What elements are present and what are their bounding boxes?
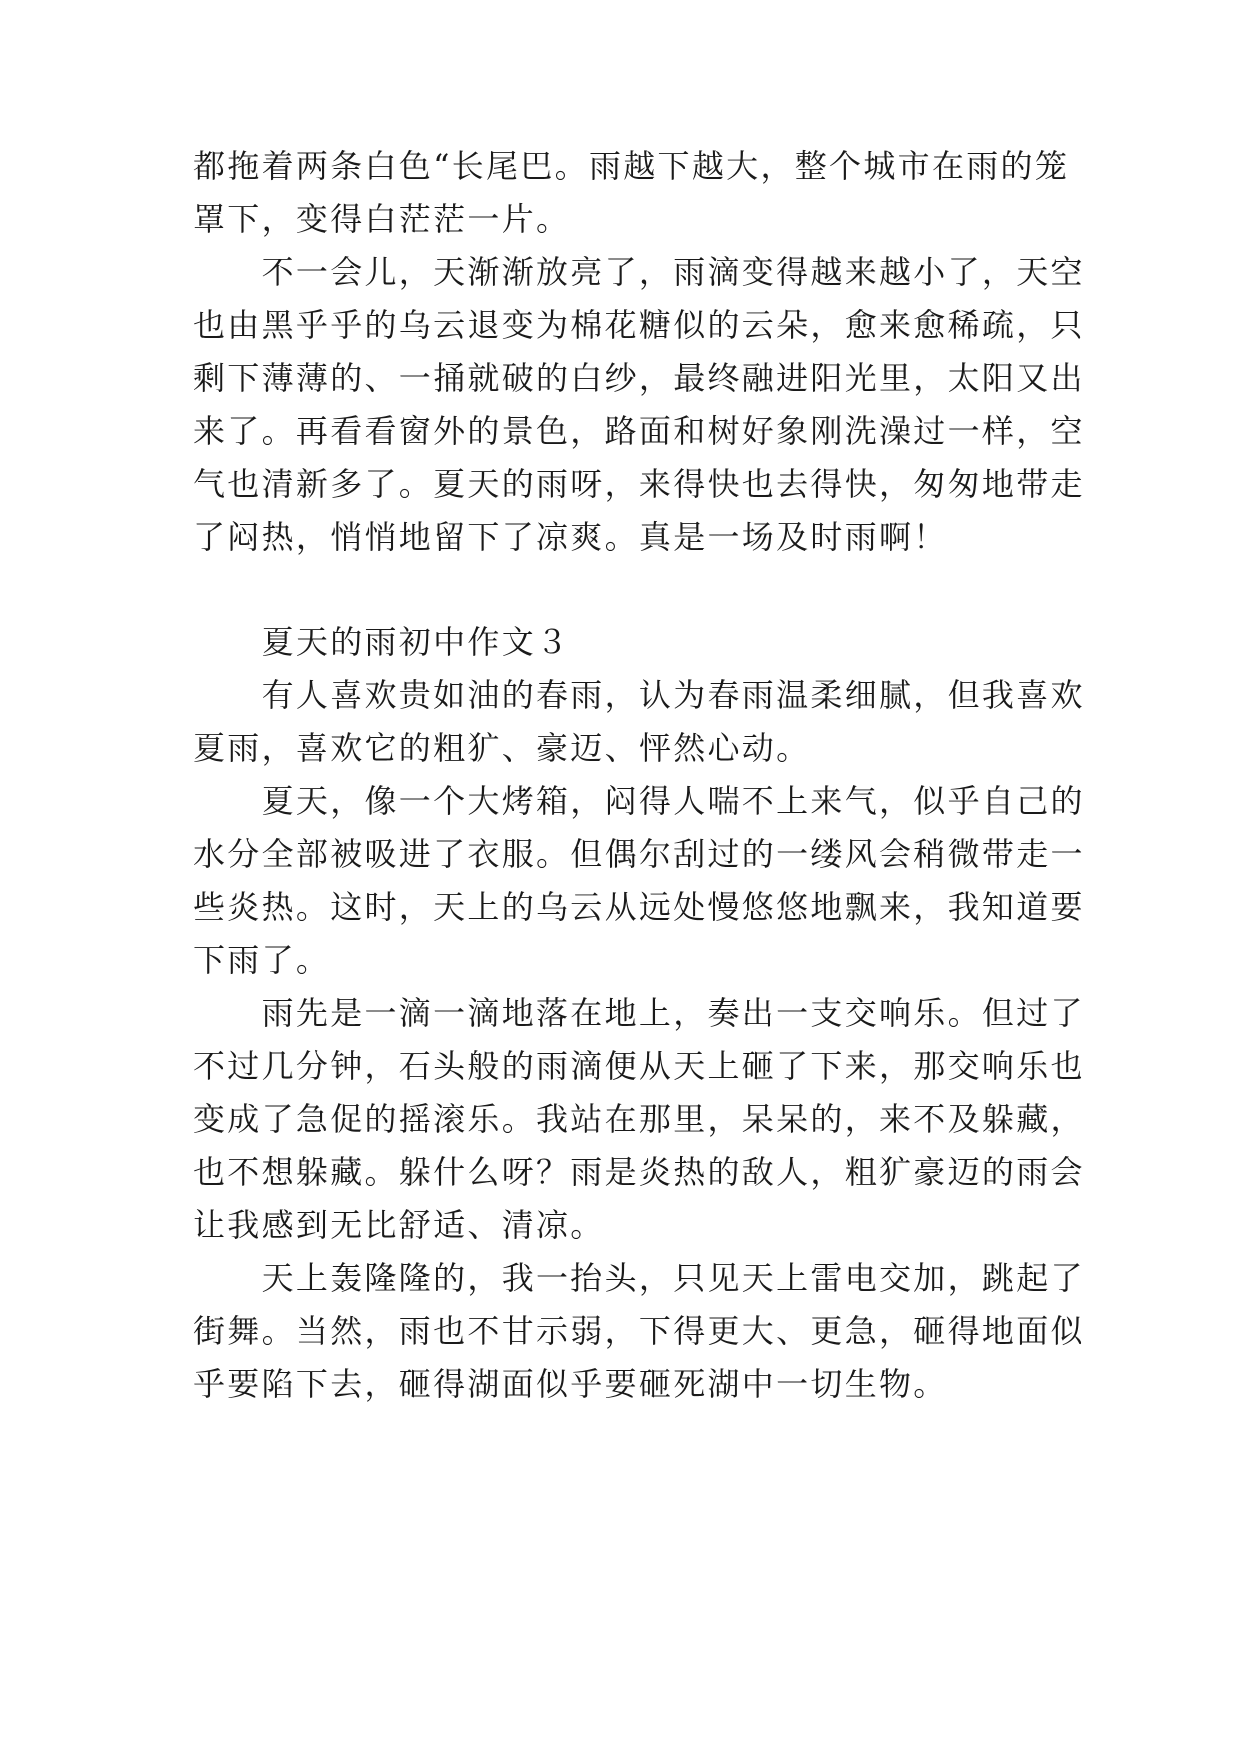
text-line: 些炎热。这时，天上的乌云从远处慢悠悠地飘来，我知道要 [193, 888, 1085, 926]
text-line: 夏天，像一个大烤箱，闷得人喘不上来气，似乎自己的 [193, 782, 1085, 820]
text-line: 了闷热，悄悄地留下了凉爽。真是一场及时雨啊！ [193, 518, 948, 556]
text-line: 气也清新多了。夏天的雨呀，来得快也去得快，匆匆地带走 [193, 465, 1085, 503]
text-line: 不一会儿，天渐渐放亮了，雨滴变得越来越小了，天空 [193, 253, 1085, 291]
text-line: 也由黑乎乎的乌云退变为棉花糖似的云朵，愈来愈稀疏，只 [193, 306, 1085, 344]
section-title: 夏天的雨初中作文３ [193, 623, 571, 661]
text-line: 有人喜欢贵如油的春雨，认为春雨温柔细腻，但我喜欢 [193, 676, 1085, 714]
text-line: 水分全部被吸进了衣服。但偶尔刮过的一缕风会稍微带走一 [193, 835, 1085, 873]
text-line: 也不想躲藏。躲什么呀？雨是炎热的敌人，粗犷豪迈的雨会 [193, 1153, 1085, 1191]
text-line: 剩下薄薄的、一捅就破的白纱，最终融进阳光里，太阳又出 [193, 359, 1085, 397]
text-line: 街舞。当然，雨也不甘示弱，下得更大、更急，砸得地面似 [193, 1312, 1085, 1350]
text-line: 罩下，变得白茫茫一片。 [193, 200, 571, 238]
text-line: 变成了急促的摇滚乐。我站在那里，呆呆的，来不及躲藏， [193, 1100, 1085, 1138]
text-line: 下雨了。 [193, 941, 331, 979]
text-line: 来了。再看看窗外的景色，路面和树好象刚洗澡过一样，空 [193, 412, 1085, 450]
text-line: 夏雨，喜欢它的粗犷、豪迈、怦然心动。 [193, 729, 811, 767]
text-line: 不过几分钟，石头般的雨滴便从天上砸了下来，那交响乐也 [193, 1047, 1085, 1085]
text-line: 都拖着两条白色“长尾巴。雨越下越大，整个城市在雨的笼 [193, 147, 1070, 185]
text-line: 雨先是一滴一滴地落在地上，奏出一支交响乐。但过了 [193, 994, 1085, 1032]
text-line: 乎要陷下去，砸得湖面似乎要砸死湖中一切生物。 [193, 1365, 948, 1403]
text-line: 让我感到无比舒适、清凉。 [193, 1206, 605, 1244]
text-line: 天上轰隆隆的，我一抬头，只见天上雷电交加，跳起了 [193, 1259, 1085, 1297]
